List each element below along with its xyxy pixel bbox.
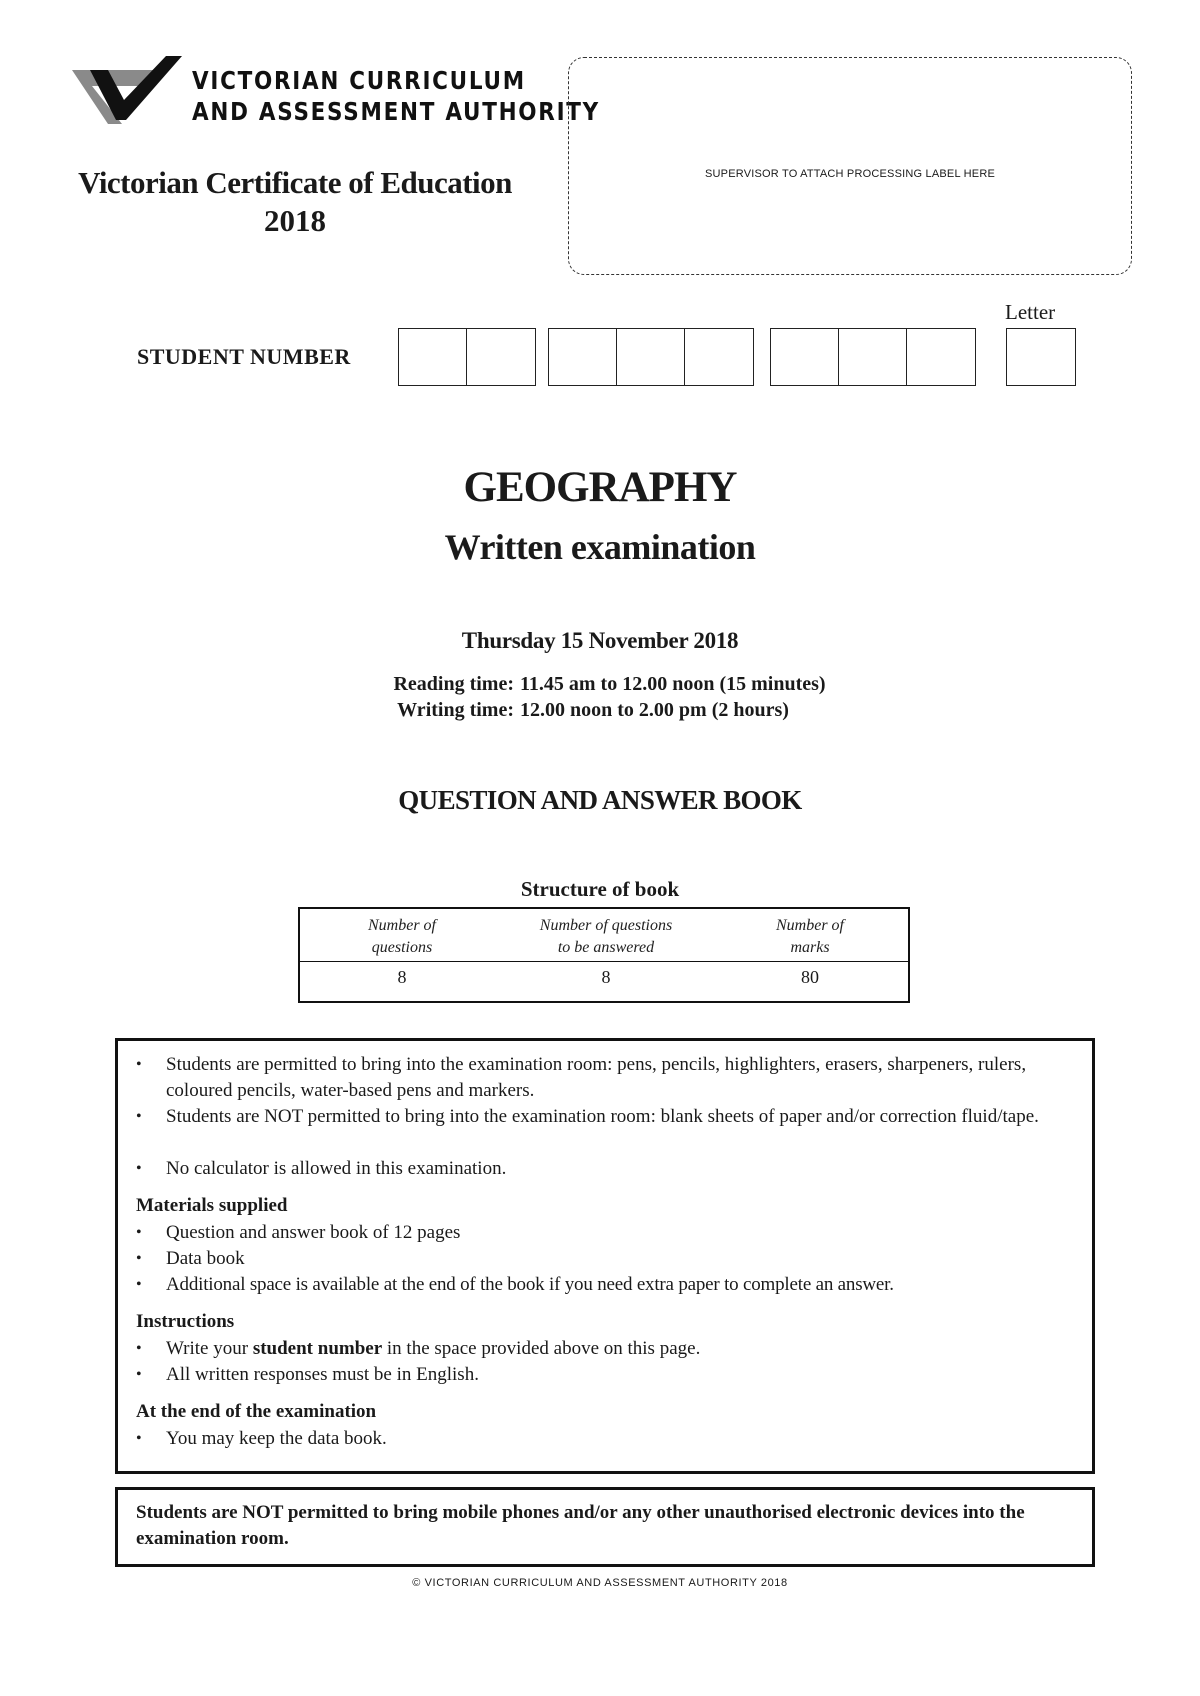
bullet-icon: • [136, 1224, 142, 1241]
header-line: to be answered [557, 939, 655, 956]
rule-item: Students are NOT permitted to bring into the examination room: blank sheets of paper and/or correction fluid/tape. [166, 1106, 1039, 1127]
student-number-digit-box[interactable] [398, 328, 468, 386]
materials-item: Additional space is available at the end of the book if you need extra paper to complete an answer. [166, 1274, 894, 1295]
end-item: You may keep the data book. [166, 1428, 387, 1449]
warning-box [115, 1487, 1095, 1567]
student-number-digit-box[interactable] [466, 328, 536, 386]
rules-box [115, 1038, 1095, 1474]
writing-time-value: 12.00 noon to 2.00 pm (2 hours) [520, 699, 789, 721]
reading-time-label: Reading time: [393, 673, 514, 695]
bullet-icon: • [136, 1276, 142, 1293]
structure-table [298, 907, 910, 1003]
table-header-marks [708, 915, 912, 959]
materials-item: Question and answer book of 12 pages [166, 1222, 461, 1243]
writing-time-label-wrap [300, 699, 514, 723]
bullet-icon: • [136, 1340, 142, 1357]
bullet-icon: • [136, 1056, 142, 1073]
logo-text-line1: VICTORIAN CURRICULUM [192, 66, 526, 95]
exam-type: Written examination [444, 527, 756, 567]
structure-title: Structure of book [520, 877, 680, 901]
rule-item: No calculator is allowed in this examination. [166, 1158, 507, 1179]
materials-heading: Materials supplied [136, 1195, 288, 1216]
bullet-icon: • [136, 1250, 142, 1267]
instruction-item [166, 1336, 1076, 1362]
table-header-questions [300, 915, 504, 959]
materials-item: Data book [166, 1248, 245, 1269]
student-number-letter-box[interactable] [1006, 328, 1076, 386]
instruction-text: Write your [166, 1338, 253, 1359]
student-number-label: STUDENT NUMBER [137, 344, 351, 369]
end-heading: At the end of the examination [136, 1401, 377, 1422]
copyright: © VICTORIAN CURRICULUM AND ASSESSMENT AUTHORITY 2018 [412, 1577, 788, 1589]
student-number-digit-box[interactable] [616, 328, 686, 386]
instructions-heading: Instructions [136, 1311, 235, 1332]
bullet-icon: • [136, 1108, 142, 1125]
table-cell-to-answer: 8 [601, 967, 611, 987]
certificate-title: Victorian Certificate of Education [78, 165, 512, 200]
logo-text-line2: AND ASSESSMENT AUTHORITY [192, 97, 600, 126]
table-header-to-answer [504, 915, 708, 959]
vcaa-check-mark-icon [72, 56, 192, 136]
student-number-digit-box[interactable] [684, 328, 754, 386]
writing-time-label: Writing time: [397, 699, 514, 721]
header-line: Number of [776, 917, 844, 934]
warning-text: Students are NOT permitted to bring mobile phones and/or any other unauthorised electronic devices into the examination room. [136, 1502, 1025, 1549]
bullet-icon: • [136, 1430, 142, 1447]
book-title: QUESTION AND ANSWER BOOK [398, 785, 802, 815]
header-line: Number of questions [539, 917, 673, 934]
student-number-digit-box[interactable] [548, 328, 618, 386]
student-number-digit-box[interactable] [770, 328, 840, 386]
instruction-text: in the space provided above on this page. [382, 1338, 701, 1359]
header-line: Number of [368, 917, 436, 934]
header-line: questions [371, 939, 433, 956]
certificate-year: 2018 [264, 203, 326, 238]
bullet-icon: • [136, 1160, 142, 1177]
table-cell-questions: 8 [397, 967, 407, 987]
table-divider [300, 961, 908, 962]
vcaa-logo [72, 56, 600, 136]
instruction-bold-text: student number [252, 1338, 383, 1359]
instruction-item: All written responses must be in English. [166, 1364, 479, 1385]
exam-date: Thursday 15 November 2018 [461, 628, 739, 653]
student-number-digit-box[interactable] [906, 328, 976, 386]
processing-label-area [568, 57, 1132, 275]
header-line: marks [790, 939, 830, 956]
processing-label-text: SUPERVISOR TO ATTACH PROCESSING LABEL HERE [705, 168, 995, 180]
student-number-digit-box[interactable] [838, 328, 908, 386]
bullet-icon: • [136, 1366, 142, 1383]
letter-label: Letter [1005, 300, 1056, 324]
rule-item: Students are permitted to bring into the examination room: pens, pencils, highlighters, erasers, sharpeners, rulers, coloured pencils, water-based pens and markers. [166, 1054, 1027, 1101]
subject-title: GEOGRAPHY [463, 464, 737, 511]
table-cell-marks: 80 [801, 967, 819, 987]
reading-time-value: 11.45 am to 12.00 noon (15 minutes) [520, 673, 826, 695]
reading-time-label-wrap [300, 673, 514, 697]
